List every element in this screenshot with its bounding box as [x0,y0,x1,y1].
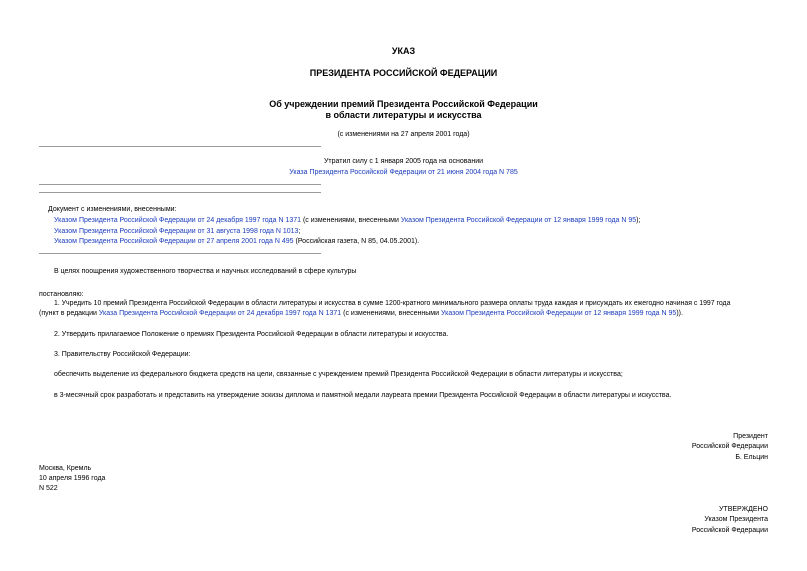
divider [39,253,321,254]
amendment-link[interactable]: Указом Президента Российской Федерации от 12 января 1999 года N 95 [440,310,677,317]
changes-intro: Документ с изменениями, внесенными: [48,206,177,213]
doc-type-title: УКАЗ [391,46,416,56]
invalidity-note: Утратил силу с 1 января 2005 года на основании [323,158,484,165]
amendment-link[interactable]: Указом Президента Российской Федерации от 27 апреля 2001 года N 495 [54,238,294,245]
paragraph-3: 3. Правительству Российской Федерации: [54,351,191,358]
paragraph-1: 1. Учредить 10 премий Президента Российской Федерации в области литературы и искусства в сумме 1200-кратного минимального размера оплаты труда каждая и присуждать их ежегодно начиная с 1997 года [54,300,731,307]
divider [39,184,321,185]
changes-item-2 [54,227,300,237]
issuer-title: ПРЕЗИДЕНТА РОССИЙСКОЙ ФЕДЕРАЦИИ [309,68,498,78]
subject-title-line1: Об учреждении премий Президента Российской Федерации [269,99,538,109]
amendment-note: (с изменениями на 27 апреля 2001 года) [337,131,470,138]
paragraph-3b: в 3-месячный срок разработать и представить на утверждение эскизы диплома и памятной медали лауреата премии Президента Российской Федерации в области литературы и искусства. [54,392,672,399]
amendment-text: ); [636,217,641,224]
approved-line-3: Российской Федерации [691,527,768,534]
preamble: В целях поощрения художественного творчества и научных исследований в сфере культуры [54,268,357,275]
amendment-link[interactable]: Указа Президента Российской Федерации от 24 декабря 1997 года N 1371 [98,310,342,317]
signature-title: Президент [733,433,768,440]
amendment-link[interactable]: Указом Президента Российской Федерации от 12 января 1999 года N 95 [400,217,637,224]
divider [39,146,321,147]
note-text: (с изменениями, внесенными [341,310,441,317]
approved-title: УТВЕРЖДЕНО [718,506,768,513]
amendment-text: ; [298,228,301,235]
changes-item-1 [54,216,640,226]
note-text: (пункт в редакции [39,310,99,317]
divider [39,192,321,193]
decree-number: N 522 [39,485,58,492]
paragraph-3a: обеспечить выделение из федерального бюджета средств на цели, связанные с учреждением премий Президента Российской Федерации в области литературы и искусства; [54,371,623,378]
place: Москва, Кремль [39,465,92,472]
invalidity-link[interactable]: Указа Президента Российской Федерации от 21 июня 2004 года N 785 [289,169,518,176]
amendment-text: (с изменениями, внесенными [301,217,401,224]
amendment-link[interactable]: Указом Президента Российской Федерации от 31 августа 1998 года N 1013 [54,228,299,235]
signature-name: Б. Ельцин [735,454,768,461]
approved-line-2: Указом Президента [704,516,768,523]
date: 10 апреля 1996 года [39,475,106,482]
subject-title-line2: в области литературы и искусства [325,110,482,120]
signature-title-2: Российской Федерации [691,443,768,450]
note-text: )). [676,310,683,317]
paragraph-1-note [39,309,683,319]
changes-item-3 [54,237,419,247]
amendment-text: (Российская газета, N 85, 04.05.2001). [293,238,420,245]
paragraph-2: 2. Утвердить прилагаемое Положение о премиях Президента Российской Федерации в области литературы и искусства. [54,331,449,338]
decree-word: постановляю: [39,291,84,298]
amendment-link[interactable]: Указом Президента Российской Федерации от 24 декабря 1997 года N 1371 [54,217,302,224]
